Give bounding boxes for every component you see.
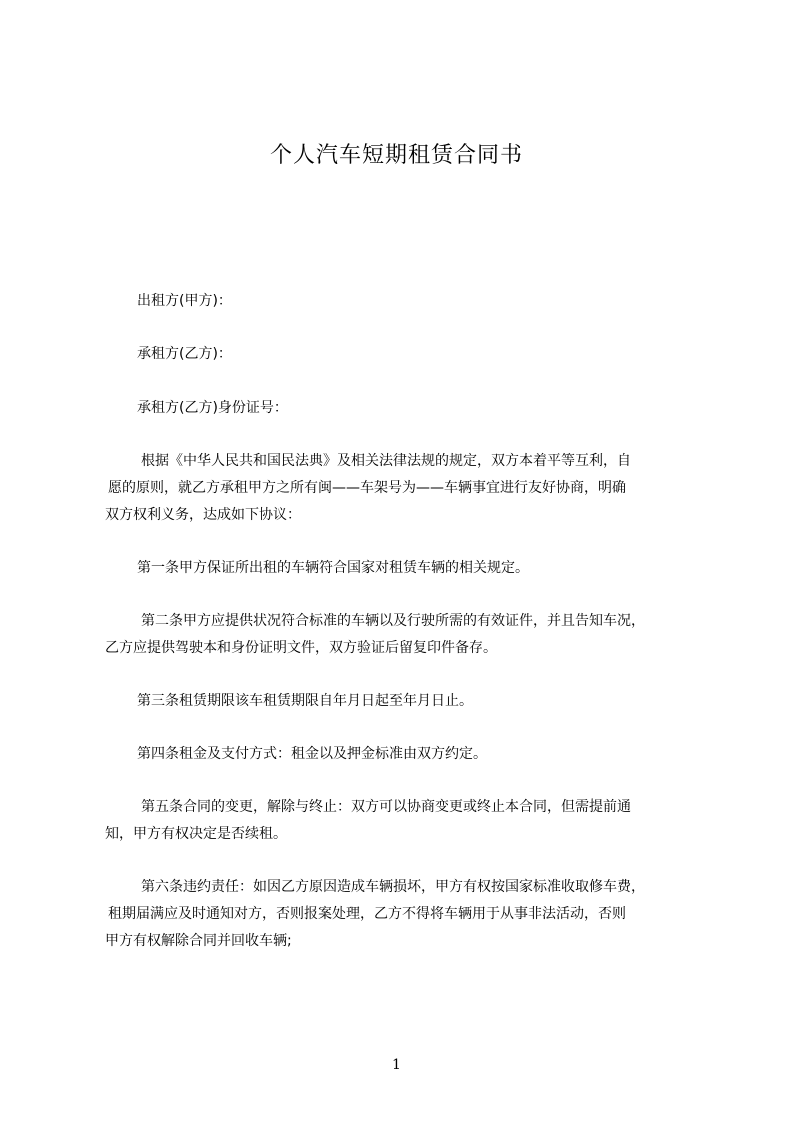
article-1-line-1: 第一条甲方保证所出租的车辆符合国家对租赁车辆的相关规定。 <box>137 560 529 576</box>
lessor-field: 出租方(甲方)： <box>137 293 232 309</box>
article-5-line-2: 知，甲方有权决定是否续租。 <box>105 826 287 842</box>
article-5-line-1: 第五条合同的变更，解除与终止：双方可以协商变更或终止本合同，但需提前通 <box>141 799 631 815</box>
article-2-line-1: 第二条甲方应提供状况符合标准的车辆以及行驶所需的有效证件，并且告知车况， <box>141 613 645 629</box>
article-6-line-3: 甲方有权解除合同并回收车辆; <box>105 933 292 949</box>
preamble-line-3: 双方权利义务，达成如下协议： <box>105 507 301 523</box>
article-6-line-1: 第六条违约责任：如因乙方原因造成车辆损坏，甲方有权按国家标准收取修车费， <box>141 879 645 895</box>
document-title: 个人汽车短期租赁合同书 <box>269 143 523 168</box>
lessee-id-field: 承租方(乙方)身份证号： <box>137 400 288 416</box>
page-number: 1 <box>392 1057 401 1073</box>
article-4-line-1: 第四条租金及支付方式：租金以及押金标准由双方约定。 <box>137 746 487 762</box>
article-2-line-2: 乙方应提供驾驶本和身份证明文件，双方验证后留复印件备存。 <box>105 640 497 656</box>
preamble-line-2: 愿的原则，就乙方承租甲方之所有闽——车架号为——车辆事宜进行友好协商，明确 <box>108 480 626 496</box>
article-6-line-2: 租期届满应及时通知对方，否则报案处理，乙方不得将车辆用于从事非法活动，否则 <box>108 906 626 922</box>
preamble-line-1: 根据《中华人民共和国民法典》及相关法律法规的规定，双方本着平等互利，自 <box>141 453 631 469</box>
article-3-line-1: 第三条租赁期限该车租赁期限自年月日起至年月日止。 <box>137 693 473 709</box>
lessee-field: 承租方(乙方)： <box>137 346 232 362</box>
